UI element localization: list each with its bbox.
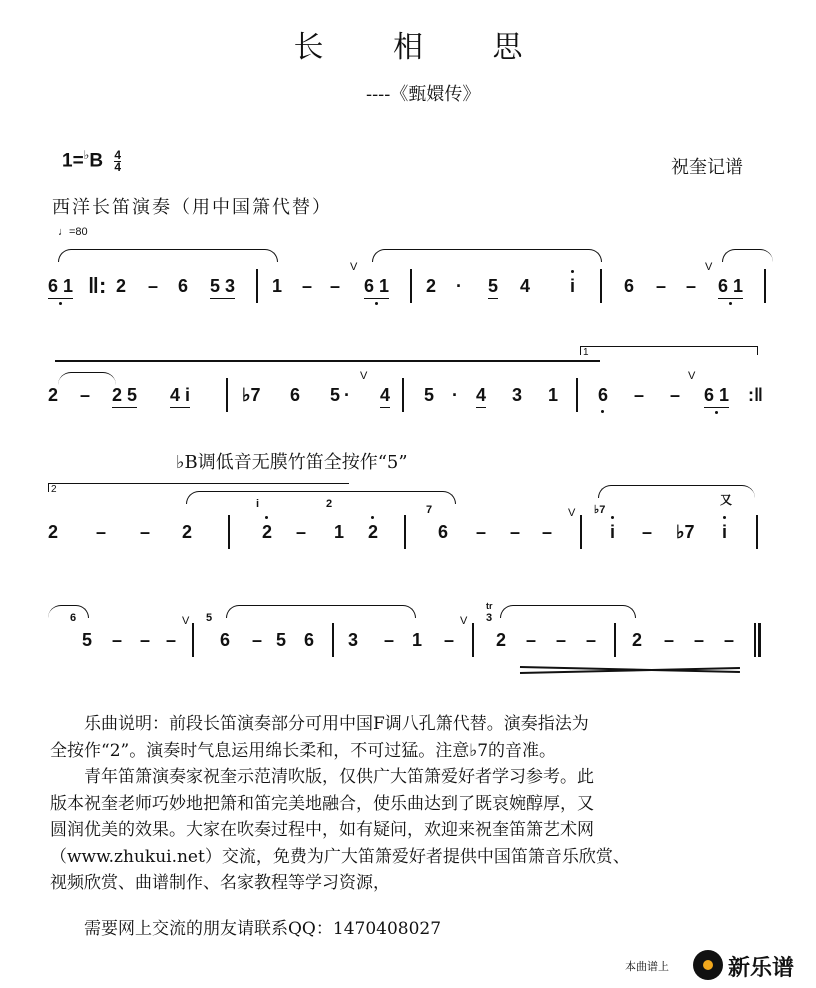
dot: · [452, 385, 458, 405]
note: 5 [276, 630, 287, 650]
breath-mark: V [182, 615, 190, 627]
time-bottom: 4 [114, 159, 122, 174]
transcriber-credit: 祝奎记谱 [671, 157, 743, 178]
title-char: 长 [293, 30, 324, 65]
dash: – [634, 385, 645, 405]
barline [404, 515, 406, 549]
title-char: 相 [393, 30, 423, 65]
barline [580, 515, 582, 549]
barline [754, 623, 756, 657]
key-note: B [89, 150, 104, 172]
ornament-mark: 又 [720, 493, 733, 507]
breath-mark: V [360, 370, 368, 382]
note: 2 [48, 385, 59, 405]
time-top: 4 [114, 147, 122, 162]
note: 6 [438, 522, 449, 542]
barline [192, 623, 194, 657]
dash: – [664, 630, 675, 650]
note: 2 [48, 522, 59, 542]
dash: – [556, 630, 567, 650]
grace-note: i [256, 498, 260, 510]
barline [576, 378, 578, 412]
note: i [570, 276, 576, 296]
barline [756, 515, 758, 549]
brand-logo-text[interactable]: 新乐谱 [728, 955, 795, 980]
note: 6 1 [704, 384, 729, 408]
barline [410, 269, 412, 303]
barline [472, 623, 474, 657]
description-paragraph-3 [50, 916, 770, 943]
slur [372, 249, 602, 262]
dash: – [656, 276, 667, 296]
slur [722, 249, 773, 262]
note: 4 [380, 384, 390, 408]
barline [600, 269, 602, 303]
note: 6 [304, 630, 315, 650]
note: 1 [412, 630, 423, 650]
slur [186, 491, 456, 504]
instrument-note: ♭B调低音无膜竹笛全按作“5” [176, 452, 408, 473]
repeat-start: ‖: [88, 273, 107, 298]
note: 5 [488, 275, 498, 299]
note: 6 1 [364, 275, 389, 299]
breath-mark: V [460, 615, 468, 627]
note: 2 5 [112, 384, 137, 408]
dash: – [694, 630, 705, 650]
note: 2 [182, 522, 193, 542]
text-line: 乐曲说明：前段长笛演奏部分可用中国F调八孔箫代替。演奏指法为 [84, 714, 589, 734]
score-line-4 [0, 601, 816, 689]
barline [764, 269, 766, 303]
barline [402, 378, 404, 412]
note: 3 [348, 630, 359, 650]
barline [332, 623, 334, 657]
score-line-1 [0, 261, 816, 335]
performance-note: 西洋长笛演奏（用中国箫代替） [52, 197, 332, 218]
grace-note: 7 [426, 504, 433, 516]
key-signature [62, 148, 121, 173]
note: 5 3 [210, 275, 235, 299]
grace-note: 2 [326, 498, 333, 510]
note: i [610, 522, 616, 542]
tempo-marking: ♩=80 [58, 226, 88, 238]
dash: – [96, 522, 107, 542]
note: ♭7 [242, 385, 261, 405]
note: 6 [624, 276, 635, 296]
dash: – [642, 522, 653, 542]
slur [500, 605, 636, 618]
description-paragraph-1 [50, 711, 770, 764]
subtitle: ----《甄嬛传》 [366, 84, 481, 105]
breath-mark: V [568, 507, 576, 519]
time-signature [114, 147, 122, 174]
dash: – [80, 385, 91, 405]
note: 6 1 [48, 275, 73, 299]
note: 6 [598, 385, 609, 405]
barline [256, 269, 258, 303]
dash: – [586, 630, 597, 650]
title-char: 思 [492, 30, 523, 65]
dash: – [302, 276, 313, 296]
note: 1 [334, 522, 345, 542]
dash: – [166, 630, 177, 650]
note: 5 [424, 385, 435, 405]
dash: – [252, 630, 263, 650]
page-title [0, 22, 816, 66]
note: 6 [290, 385, 301, 405]
dash: – [686, 276, 697, 296]
grace-note: 6 [70, 612, 77, 624]
note: 3 [512, 385, 523, 405]
dash: – [444, 630, 455, 650]
note: 2 [426, 276, 437, 296]
dash: – [526, 630, 537, 650]
text-line: 圆润优美的效果。大家在吹奏过程中，如有疑问，欢迎来祝奎笛箫艺术网 [50, 820, 594, 840]
dash: – [140, 522, 151, 542]
note: 5 [82, 630, 93, 650]
flat-sign: ♭ [83, 148, 90, 162]
grace-note: 5 [206, 612, 213, 624]
breath-mark: V [688, 370, 696, 382]
dash: – [724, 630, 735, 650]
dash: – [670, 385, 681, 405]
slur [48, 605, 89, 618]
note: 2 [496, 630, 507, 650]
volta-number: 1 [583, 347, 589, 358]
note: 2 [262, 522, 273, 542]
volta-bracket-1 [580, 346, 758, 358]
text-line: 全按作“2”。演奏时气息运用绵长柔和，不可过猛。注意♭7的音准。 [50, 740, 557, 761]
repeat-end: :‖ [748, 385, 763, 405]
barline [228, 515, 230, 549]
tie-line [55, 360, 600, 362]
dash: – [140, 630, 151, 650]
dot: · [456, 276, 462, 296]
dash: – [296, 522, 307, 542]
grace-note: 3 [486, 612, 493, 624]
dash: – [148, 276, 159, 296]
dash: – [542, 522, 553, 542]
breath-mark: V [705, 261, 713, 273]
trill-mark: tr [486, 601, 493, 611]
dash: – [112, 630, 123, 650]
vinyl-record-icon [693, 950, 723, 980]
description-paragraph-2 [50, 764, 770, 897]
grace-note: ♭7 [594, 504, 606, 516]
note: 1 [548, 385, 559, 405]
score-line-2 [0, 347, 816, 444]
final-barline [758, 623, 761, 657]
slur [226, 605, 416, 618]
text-line: 青年笛箫演奏家祝奎示范清吹版，仅供广大笛箫爱好者学习参考。此 [84, 767, 594, 787]
text-line: （www.zhukui.net）交流，免费为广大笛箫爱好者提供中国笛箫音乐欣赏、 [50, 846, 630, 867]
text-line: 版本祝奎老师巧妙地把箫和笛完美地融合，使乐曲达到了既哀婉醇厚，又 [50, 793, 594, 814]
note: 2 [116, 276, 127, 296]
dash: – [384, 630, 395, 650]
breath-mark: V [350, 261, 358, 273]
slur [58, 249, 278, 262]
score-line-3 [0, 484, 816, 581]
dash: – [510, 522, 521, 542]
note: 2 [632, 630, 643, 650]
dash: – [330, 276, 341, 296]
note: ♭7 [676, 522, 695, 542]
note: 6 [220, 630, 231, 650]
text-line: 视频欣赏、曲谱制作、名家教程等学习资源， [50, 873, 390, 893]
dot: · [344, 385, 350, 405]
text-line: 需要网上交流的朋友请联系QQ：1470408027 [84, 919, 442, 939]
dash: – [476, 522, 487, 542]
note: 4 [520, 276, 531, 296]
barline [614, 623, 616, 657]
note: 4 [476, 384, 486, 408]
key-label: 1= [62, 150, 84, 172]
volta-number: 2 [51, 484, 57, 495]
note: 4 i [170, 384, 190, 408]
note: 5 [330, 385, 341, 405]
note: 1 [272, 276, 283, 296]
note: 2 [368, 522, 379, 542]
note: i [722, 522, 728, 542]
note: 6 [178, 276, 189, 296]
note: 6 1 [718, 275, 743, 299]
barline [226, 378, 228, 412]
footer-label: 本曲谱上 [625, 961, 669, 973]
